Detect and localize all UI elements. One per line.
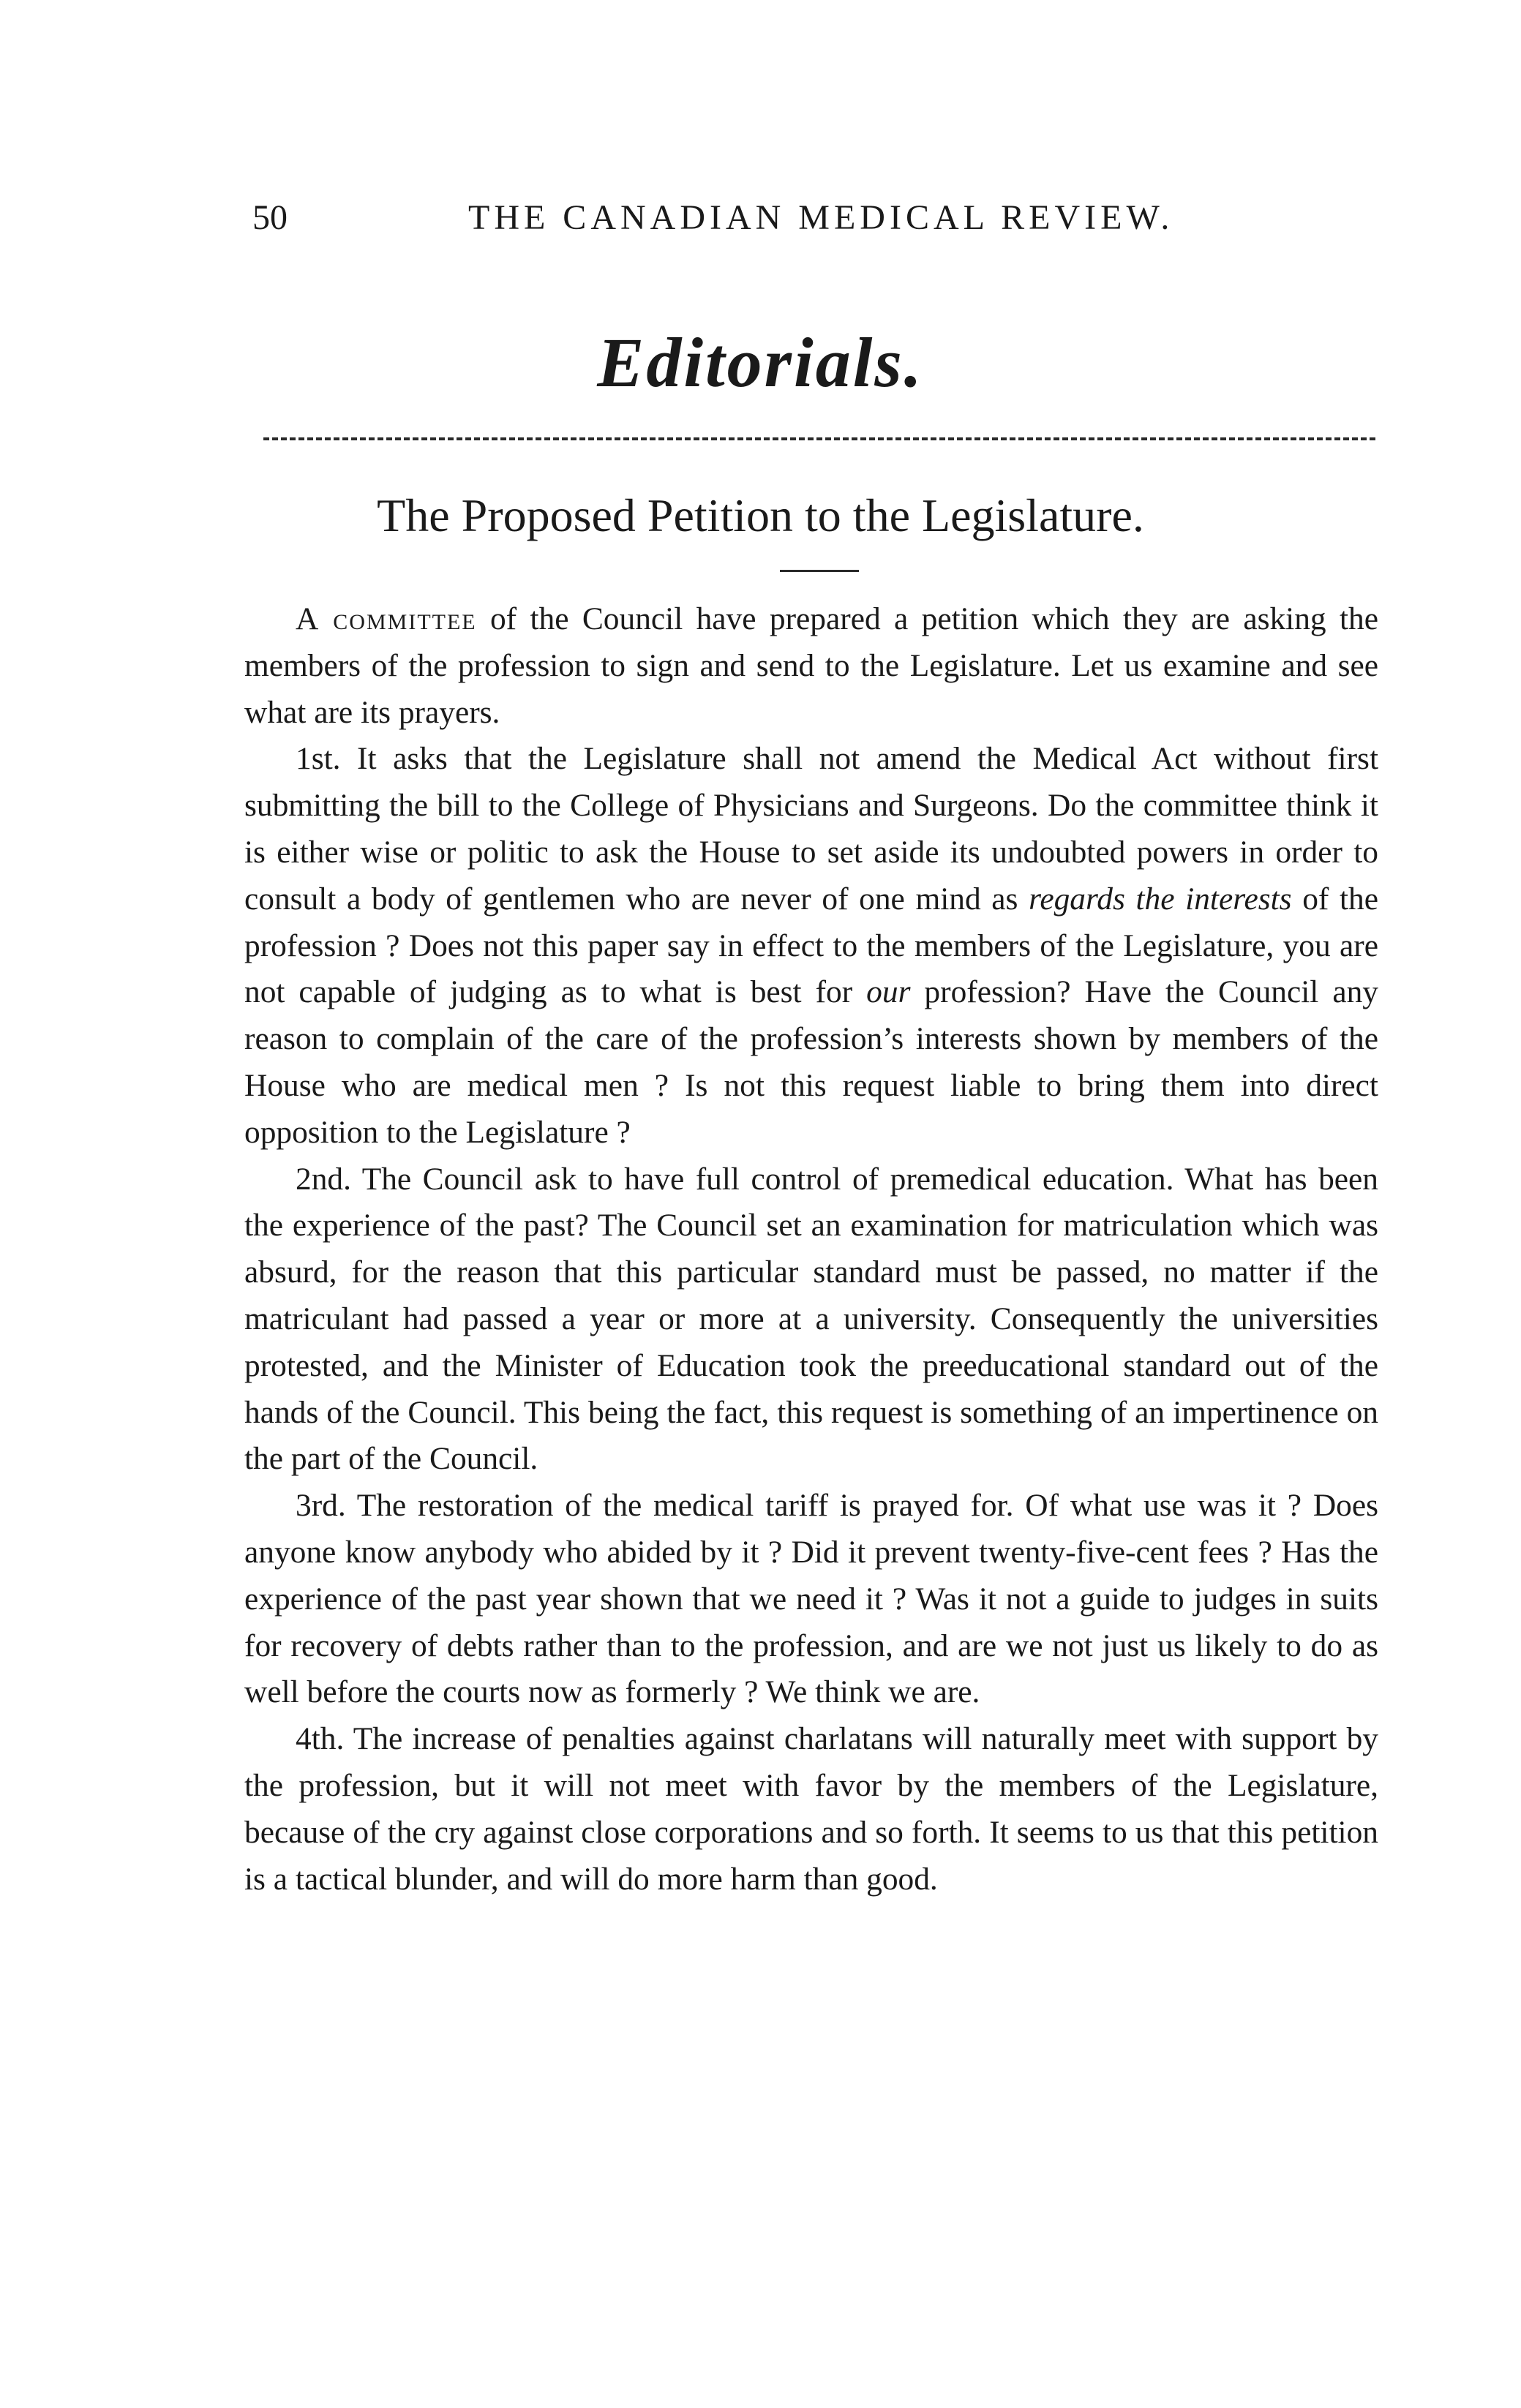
- paragraph-second-point: [244, 1156, 1378, 1483]
- emphasis: our: [866, 974, 911, 1010]
- section-title: Editorials.: [597, 323, 924, 402]
- article-body: [244, 596, 1378, 1903]
- journal-title: THE CANADIAN MEDICAL REVIEW.: [468, 198, 1174, 237]
- lead-in: A committee: [296, 601, 477, 636]
- paragraph-intro: [244, 596, 1378, 736]
- paragraph-text: 3rd. The restoration of the medical tariff is prayed for. Of what use was it ? Does anyone know anybody who abided by it ? Did it prevent twenty-five-cent fees ? Has the experience of the past year shown that we need it ? Was it not a guide to judges in suits for recovery of debts rather than to the profession, and are we not just us likely to do as well before the courts now as formerly ? We think we are.: [244, 1488, 1378, 1710]
- paragraph-text: of the profession ? Does not this paper say in effect to the members of the Legislature, you are not capable of judging as to what is best for: [244, 881, 1379, 1010]
- title-divider: [780, 570, 859, 572]
- page-number: 50: [252, 198, 288, 237]
- paragraph-text: of the Council have prepared a petition which they are asking the members of the profession to sign and send to the Legislature. Let us examine and see what are its prayers.: [244, 601, 1378, 730]
- paragraph-first-point: [244, 736, 1378, 1156]
- article-title: The Proposed Petition to the Legislature.: [377, 489, 1144, 541]
- paragraph-text: 4th. The increase of penalties against charlatans will naturally meet with support by the profession, but it will not meet with favor by the members of the Legislature, because of the cry against close corporations and so forth. It seems to us that this petition is a tactical blunder, and will do more harm than good.: [244, 1721, 1378, 1897]
- running-head: [252, 197, 1438, 249]
- paragraph-text: profession? Have the Council any reason to complain of the care of the profession’s interests shown by members of the House who are medical men ? Is not this request liable to bring them into direct opposition to the Legislature ?: [244, 974, 1378, 1150]
- paragraph-fourth-point: [244, 1716, 1378, 1903]
- section-divider: [263, 437, 1375, 440]
- paragraph-text: 1st. It asks that the Legislature shall not amend the Medical Act without first submitting the bill to the College of Physicians and Surgeons. Do the committee think it is either wise or politic to ask the House to set aside its undoubted powers in order to consult a body of gentlemen who are never of one mind as: [244, 741, 1378, 917]
- paragraph-third-point: [244, 1483, 1378, 1716]
- emphasis: regards the interests: [1029, 881, 1292, 917]
- paragraph-text: 2nd. The Council ask to have full control of premedical education. What has been the experience of the past? The Council set an examination for matriculation which was absurd, for the reason that this particular standard must be passed, no matter if the matriculant had passed a year or more at a university. Consequently the universities protested, and the Minister of Education took the preeducational standard out of the hands of the Council. This being the fact, this request is something of an impertinence on the part of the Council.: [244, 1161, 1378, 1477]
